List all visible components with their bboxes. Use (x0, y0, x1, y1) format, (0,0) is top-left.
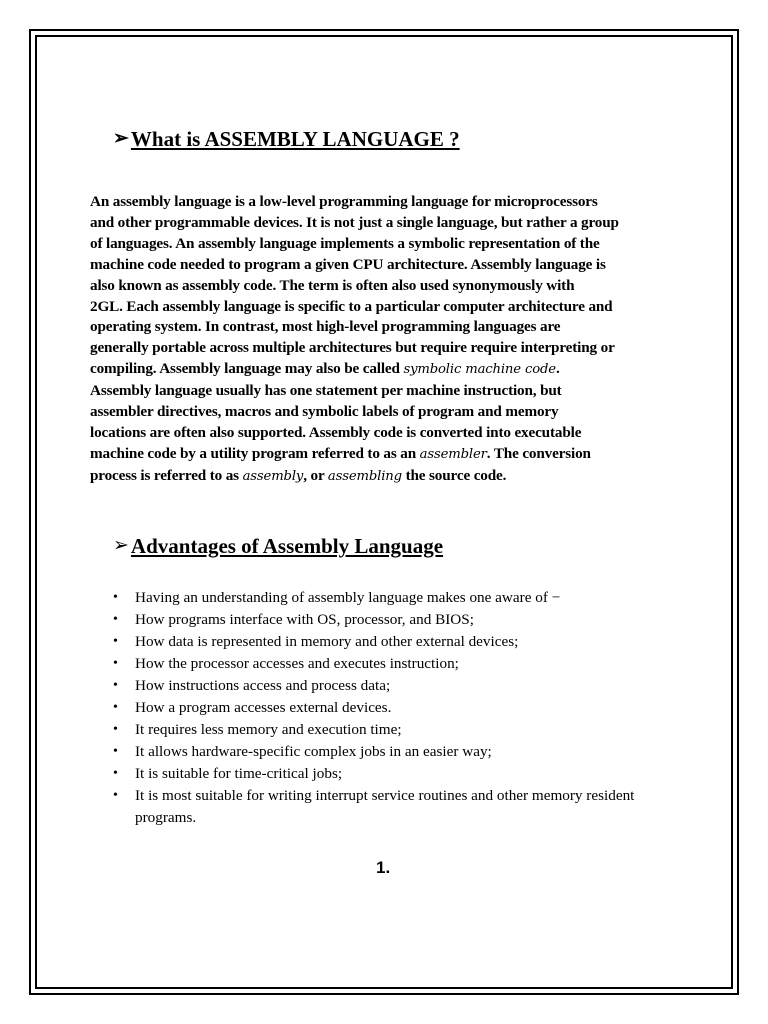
paragraph-line (90, 213, 680, 234)
paragraph-line (90, 381, 680, 402)
arrow-bullet-icon: ➢ (113, 535, 129, 556)
intro-paragraph (90, 192, 680, 488)
paragraph-line (90, 255, 680, 276)
list-item (112, 697, 692, 719)
italic-term: symbolic machine code (403, 362, 556, 378)
heading-text: What is ASSEMBLY LANGUAGE ? (130, 127, 460, 151)
paragraph-text: and other programmable devices. It is not just a single language, but rather a group (90, 213, 619, 231)
page-number: 1. (376, 858, 391, 877)
paragraph-text: . The conversion (486, 444, 591, 462)
heading-advantages (113, 534, 443, 558)
bullet-icon: • (113, 678, 118, 693)
bullet-icon: • (113, 744, 118, 759)
heading-what-is-assembly (113, 127, 460, 151)
advantages-list (112, 587, 692, 829)
paragraph-text: also known as assembly code. The term is often also used synonymously with (90, 276, 575, 294)
paragraph-line (90, 338, 680, 359)
bullet-icon: • (113, 722, 118, 737)
paragraph-line (90, 317, 680, 338)
list-item-text: How programs interface with OS, processor, and BIOS; (135, 611, 474, 628)
list-item (112, 719, 692, 741)
paragraph-text: machine code by a utility program referred to as an (90, 444, 420, 462)
paragraph-text: locations are often also supported. Assembly code is converted into executable (90, 423, 582, 441)
list-item (112, 763, 692, 785)
list-item-text: It is most suitable for writing interrupt service routines and other memory resident programs. (135, 787, 635, 826)
italic-term: assembler (419, 446, 487, 462)
heading-text: Advantages of Assembly Language (130, 534, 444, 558)
paragraph-line (90, 466, 680, 488)
bullet-icon: • (113, 700, 118, 715)
paragraph-text: process is referred to as (90, 466, 243, 484)
bullet-icon: • (113, 766, 118, 781)
bullet-icon: • (113, 656, 118, 671)
paragraph-text: Assembly language usually has one statement per machine instruction, but (90, 382, 562, 400)
paragraph-line (90, 234, 680, 255)
paragraph-line (90, 402, 680, 423)
paragraph-text: , or (303, 466, 328, 484)
paragraph-line (90, 297, 680, 318)
paragraph-text: generally portable across multiple architectures but require require interpreting or (90, 339, 615, 357)
paragraph-text: of languages. An assembly language implements a symbolic representation of the (90, 234, 600, 252)
bullet-icon: • (113, 788, 118, 803)
paragraph-text: the source code. (401, 466, 507, 484)
paragraph-text: machine code needed to program a given CPU architecture. Assembly language is (90, 255, 606, 273)
italic-term: assembly (242, 468, 304, 484)
list-item-text: How instructions access and process data; (135, 677, 391, 694)
page-border-inner (35, 35, 733, 989)
paragraph-text: 2GL. Each assembly language is specific to a particular computer architecture and (90, 297, 613, 315)
bullet-icon: • (113, 634, 118, 649)
paragraph-line (90, 444, 680, 466)
list-item (112, 609, 692, 631)
list-item-text: It requires less memory and execution time; (135, 721, 402, 738)
list-item-text: How the processor accesses and executes instruction; (135, 655, 459, 672)
arrow-bullet-icon: ➢ (113, 128, 129, 149)
paragraph-line (90, 359, 680, 381)
bullet-icon: • (113, 612, 118, 627)
paragraph-line (90, 192, 680, 213)
paragraph-line (90, 276, 680, 297)
list-item-text: It allows hardware-specific complex jobs in an easier way; (135, 743, 492, 760)
paragraph-text: assembler directives, macros and symbolic labels of program and memory (90, 403, 559, 421)
list-item-text: How a program accesses external devices. (135, 699, 392, 716)
paragraph-line (90, 423, 680, 444)
list-item-text: How data is represented in memory and other external devices; (135, 633, 519, 650)
list-item (112, 785, 692, 829)
italic-term: assembling (327, 468, 402, 484)
list-item-text: Having an understanding of assembly language makes one aware of − (135, 589, 561, 606)
list-item (112, 653, 692, 675)
paragraph-text: operating system. In contrast, most high-level programming languages are (90, 318, 561, 336)
paragraph-text: An assembly language is a low-level programming language for microprocessors (90, 193, 598, 210)
bullet-icon: • (113, 590, 118, 605)
paragraph-text: . (555, 360, 560, 378)
list-item (112, 631, 692, 653)
list-item (112, 741, 692, 763)
paragraph-text: compiling. Assembly language may also be called (90, 360, 404, 378)
list-item (112, 675, 692, 697)
list-item (112, 587, 692, 609)
list-item-text: It is suitable for time-critical jobs; (135, 765, 343, 782)
